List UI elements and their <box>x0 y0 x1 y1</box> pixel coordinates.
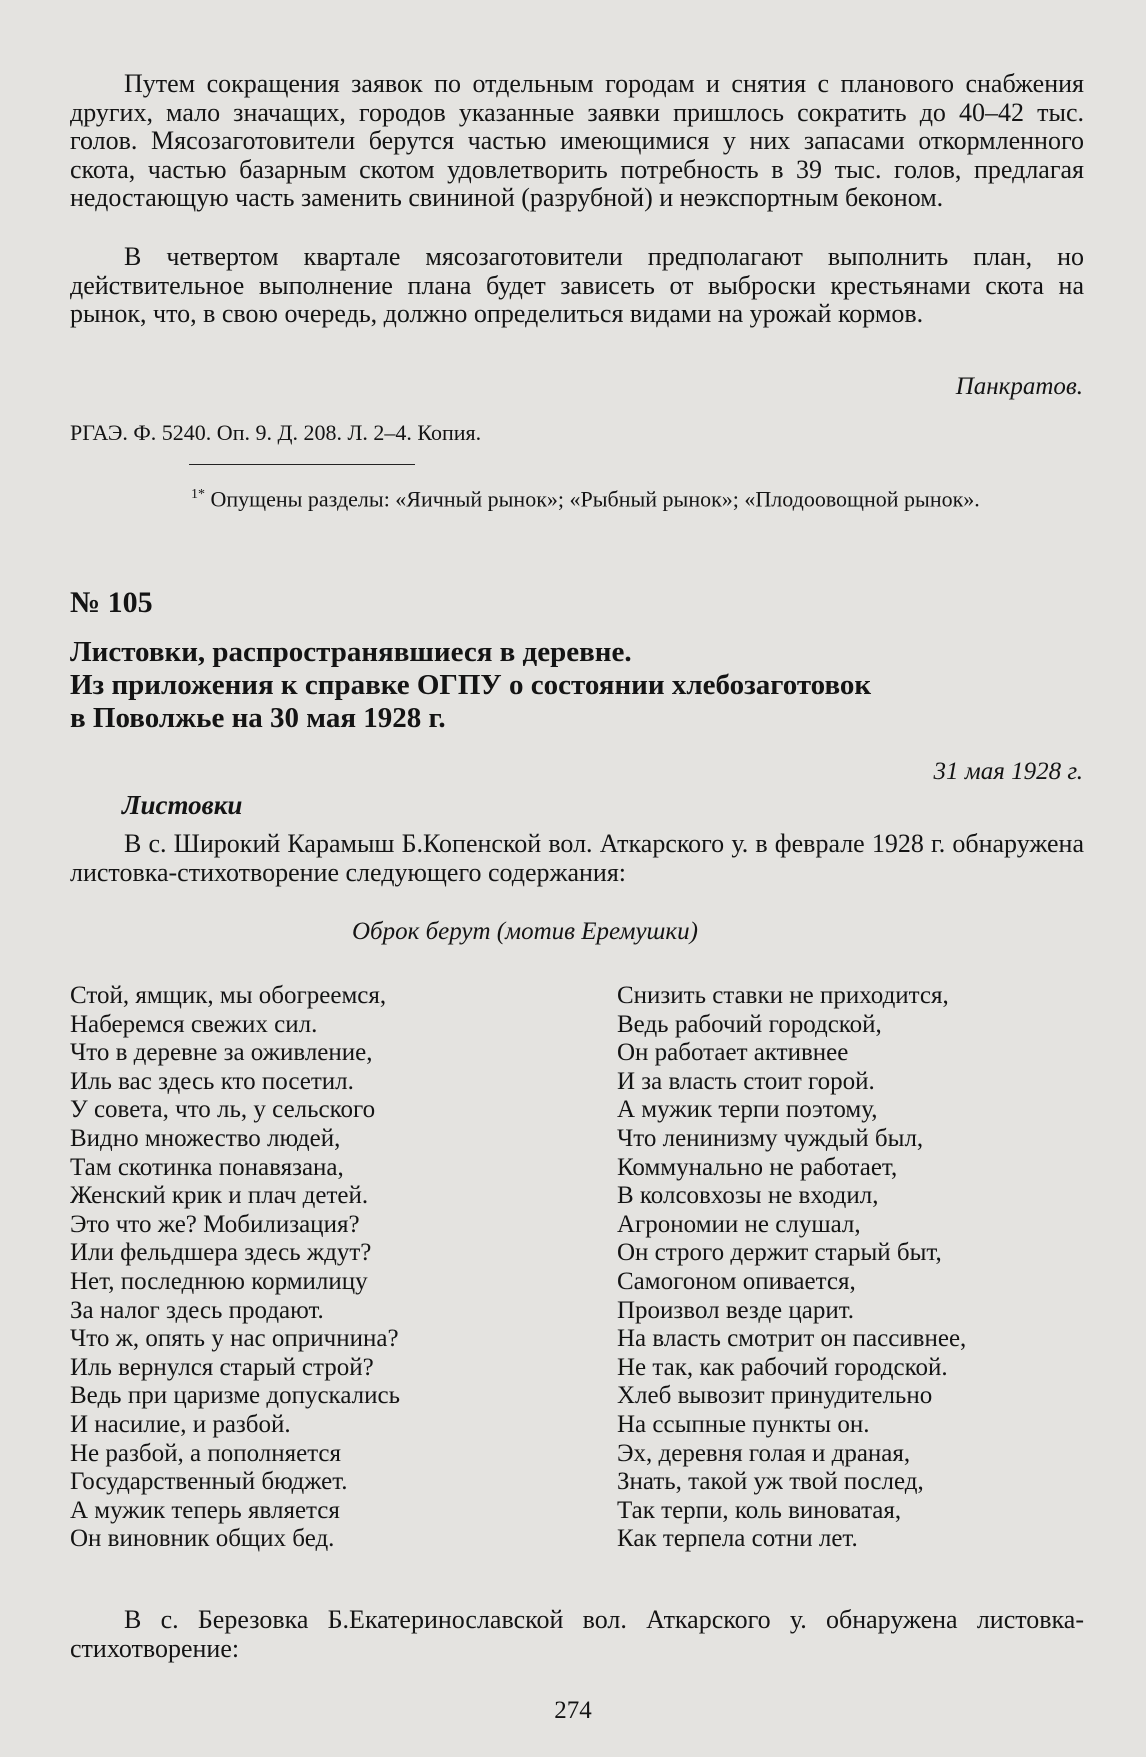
paragraph-fourth-quarter: В четвертом квартале мясозаготовители предполагают выполнить план, но действительное выполнение плана будет зависеть от выброски крестьянами скота на рынок, что, в свою очередь, должно определиться видами на урожай кормов. <box>70 242 1084 329</box>
poem-line: Видно множество людей, <box>70 1124 341 1152</box>
poem-line: Не так, как рабочий городской. <box>617 1353 948 1381</box>
poem-left-column <box>70 982 400 1554</box>
poem-line: Хлеб вывозит принудительно <box>617 1382 933 1410</box>
poem-line: Или фельдшера здесь ждут? <box>70 1239 372 1267</box>
title-line-3: в Поволжье на 30 мая 1928 г. <box>70 702 446 734</box>
poem-line: Что ленинизму чуждый был, <box>617 1124 924 1152</box>
poem-line: Иль вернулся старый строй? <box>70 1353 374 1381</box>
footnote-text: Опущены разделы: «Яичный рынок»; «Рыбный рынок»; «Плодоовощной рынок». <box>210 486 980 512</box>
poem-line: Коммунально не работает, <box>617 1153 898 1181</box>
poem-right-column <box>617 982 966 1554</box>
poem-line: Как терпела сотни лет. <box>617 1525 858 1553</box>
signature: Панкратов. <box>955 373 1083 400</box>
poem-line: Ведь рабочий городской, <box>617 1010 882 1038</box>
poem-line: Снизить ставки не приходится, <box>617 982 949 1009</box>
paragraph-intro: В с. Широкий Карамыш Б.Копенской вол. Аткарского у. в феврале 1928 г. обнаружена листовка-стихотворение следующего содержания: <box>70 829 1084 887</box>
poem-line: На власть смотрит он пассивнее, <box>617 1325 967 1353</box>
poem-title: Оброк берут (мотив Еремушки) <box>352 918 698 945</box>
poem-line: Стой, ямщик, мы обогреемся, <box>70 982 387 1009</box>
poem-line: Там скотинка понавязана, <box>70 1153 344 1181</box>
title-line-1: Листовки, распространявшиеся в деревне. <box>70 636 632 668</box>
poem-line: Это что же? Мобилизация? <box>70 1210 360 1238</box>
poem-line: И за власть стоит горой. <box>617 1067 875 1095</box>
poem-line: У совета, что ль, у сельского <box>70 1096 376 1124</box>
poem-line: Эх, деревня голая и драная, <box>617 1439 911 1467</box>
poem-line: Не разбой, а пополняется <box>70 1439 342 1467</box>
footnote <box>70 481 1084 512</box>
poem-line: Он работает активнее <box>617 1039 849 1067</box>
poem-line: Нет, последнюю кормилицу <box>70 1267 368 1295</box>
section-heading: Листовки <box>122 790 243 820</box>
poem-line: В колсовхозы не входил, <box>617 1182 879 1210</box>
poem-line: Самогоном опивается, <box>617 1267 856 1295</box>
poem-line: Он виновник общих бед. <box>70 1525 335 1553</box>
poem-line: А мужик терпи поэтому, <box>617 1096 878 1124</box>
poem-line: Наберемся свежих сил. <box>70 1010 318 1038</box>
poem-line: Он строго держит старый быт, <box>617 1239 942 1267</box>
footnote-divider <box>189 464 415 465</box>
paragraph-meat-procurement: Путем сокращения заявок по отдельным городам и снятия с планового снабжения других, мало значащих, городов указанные заявки пришлось сократить до 40–42 тыс. голов. Мясозаготовители берутся частью имеющимися у них запасами откормленного скота, частью базарным скотом удовлетворить потребность в 39 тыс. голов, предлагая недостающую часть заменить свининой (разрубной) и неэкспортным беконом. <box>70 69 1084 213</box>
poem-line: Знать, такой уж твой послед, <box>617 1468 924 1496</box>
poem-line: Ведь при царизме допускались <box>70 1382 400 1410</box>
poem-line: Женский крик и плач детей. <box>70 1182 369 1210</box>
document-title <box>70 636 1110 735</box>
title-line-2: Из приложения к справке ОГПУ о состоянии хлебозаготовок <box>70 669 872 701</box>
poem-line: Иль вас здесь кто посетил. <box>70 1067 354 1095</box>
poem-line: Государственный бюджет. <box>70 1468 348 1496</box>
poem-line: Произвол везде царит. <box>617 1296 855 1324</box>
paragraph-closing: В с. Березовка Б.Екатеринославской вол. Аткарского у. обнаружена листовка-стихотворение: <box>70 1605 1084 1663</box>
poem-line: Что в деревне за оживление, <box>70 1039 373 1067</box>
footnote-mark: 1* <box>191 487 205 502</box>
page-number: 274 <box>554 1697 592 1724</box>
document-date: 31 мая 1928 г. <box>933 758 1083 785</box>
archive-reference: РГАЭ. Ф. 5240. Оп. 9. Д. 208. Л. 2–4. Копия. <box>70 420 482 445</box>
poem-line: И насилие, и разбой. <box>70 1410 291 1438</box>
poem-line: А мужик теперь является <box>70 1496 340 1524</box>
document-number: № 105 <box>70 586 153 619</box>
poem-line: Так терпи, коль виноватая, <box>617 1496 902 1524</box>
poem-line: Что ж, опять у нас опричнина? <box>70 1325 399 1353</box>
poem-line: За налог здесь продают. <box>70 1296 324 1324</box>
poem-line: Агрономии не слушал, <box>617 1210 861 1238</box>
poem-line: На ссыпные пункты он. <box>617 1410 870 1438</box>
